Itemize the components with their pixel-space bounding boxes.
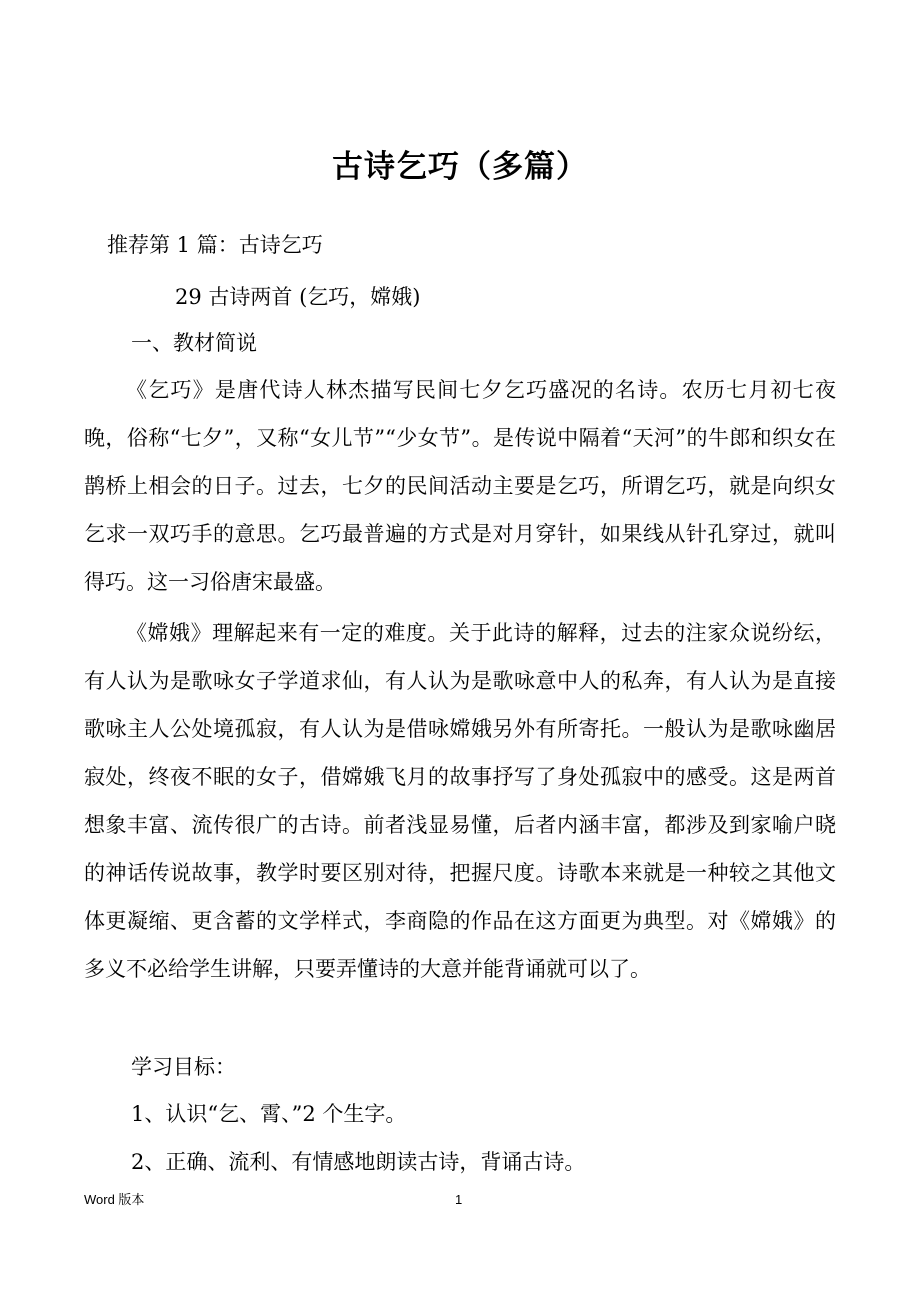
recommend-heading: 推荐第 1 篇：古诗乞巧: [107, 233, 323, 257]
footer-page-number: 1: [455, 1192, 463, 1207]
paragraph-qiqiao: 《乞巧》是唐代诗人林杰描写民间七夕乞巧盛况的名诗。农历七月初七夜晚，俗称“七夕”，又称“女儿节”“少女节”。是传说中隔着“天河”的牛郎和织女在鹊桥上相会的日子。过去，七夕的民间活动主要是乞巧，所谓乞巧，就是向织女乞求一双巧手的意思。乞巧最普遍的方式是对月穿针，如果线从针孔穿过，就叫得巧。这一习俗唐宋最盛。: [84, 378, 836, 594]
lesson-title: 29 古诗两首 (乞巧，嫦娥): [175, 285, 421, 309]
paragraph-change: 《嫦娥》理解起来有一定的难度。关于此诗的解释，过去的注家众说纷纭，有人认为是歌咏女子学道求仙，有人认为是歌咏意中人的私奔，有人认为是直接歌咏主人公处境孤寂，有人认为是借咏嫦娥另外有所寄托。一般认为是歌咏幽居寂处，终夜不眠的女子，借嫦娥飞月的故事抒写了身处孤寂中的感受。这是两首想象丰富、流传很广的古诗。前者浅显易懂，后者内涵丰富，都涉及到家喻户晓的神话传说故事，教学时要区别对待，把握尺度。诗歌本来就是一种较之其他文体更凝缩、更含蓄的文学样式，李商隐的作品在这方面更为典型。对《嫦娥》的多义不必给学生讲解，只要弄懂诗的大意并能背诵就可以了。: [84, 621, 836, 981]
footer-version-label: Word 版本: [84, 1192, 145, 1207]
learning-goals-heading: 学习目标：: [131, 1055, 236, 1079]
document-title: 古诗乞巧（多篇）: [332, 149, 588, 185]
section-heading-textbook-intro: 一、教材简说: [131, 331, 257, 355]
learning-goal-1: 1、认识“乞、霄、”2 个生字。: [131, 1102, 407, 1126]
learning-goal-2: 2、正确、流利、有情感地朗读古诗，背诵古诗。: [131, 1150, 586, 1174]
